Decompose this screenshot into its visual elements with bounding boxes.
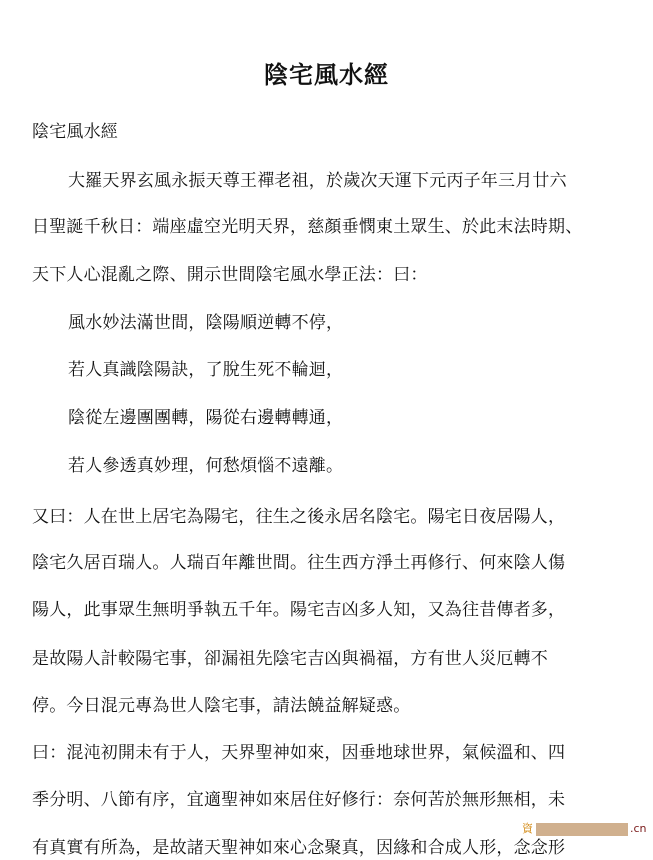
paragraph-line: 大羅天界玄風永振天尊王禪老祖，於歲次天運下元丙子年三月廿六 [68, 171, 567, 191]
paragraph-line: 陰宅久居百瑞人。人瑞百年離世間。往生西方淨土再修行、何來陰人傷 [32, 553, 566, 573]
paragraph-line: 有真實有所為，是故諸天聖神如來心念聚真，因緣和合成人形，念念形 [32, 838, 566, 858]
watermark-bar [536, 823, 628, 836]
paragraph-line: 季分明、八節有序，宜適聖神如來居住好修行：奈何苦於無形無相，未 [32, 790, 566, 810]
paragraph-line: 又曰：人在世上居宅為陽宅，往生之後永居名陰宅。陽宅日夜居陽人， [32, 507, 566, 527]
paragraph-line: 日聖誕千秋日：端座虛空光明天界，慈顏垂憫東土眾生、於此末法時期、 [32, 217, 583, 237]
verse-line: 若人真識陰陽訣，了脫生死不輪迴， [68, 360, 344, 380]
verse-line: 陰從左邊團團轉，陽從右邊轉轉通， [68, 408, 344, 428]
section-heading: 陰宅風水經 [32, 122, 118, 142]
paragraph-line: 曰：混沌初開未有于人，天界聖神如來，因垂地球世界，氣候溫和、四 [32, 743, 566, 763]
verse-line: 風水妙法滿世間，陰陽順逆轉不停， [68, 313, 344, 333]
watermark-head: 資 [522, 822, 533, 835]
document-title: 陰宅風水經 [264, 61, 389, 89]
watermark [522, 819, 653, 839]
paragraph-line: 陽人，此事眾生無明爭執五千年。陽宅吉凶多人知，又為往昔傳者多， [32, 600, 566, 620]
verse-line: 若人參透真妙理，何愁煩惱不遠離。 [68, 456, 344, 476]
paragraph-line: 是故陽人計較陽宅事，卻漏祖先陰宅吉凶與禍福，方有世人災厄轉不 [32, 649, 548, 669]
paragraph-line: 天下人心混亂之際、開示世間陰宅風水學正法：曰： [32, 265, 428, 285]
watermark-tail: .cn [630, 822, 647, 835]
paragraph-line: 停。今日混元專為世人陰宅事，請法饒益解疑惑。 [32, 696, 411, 716]
